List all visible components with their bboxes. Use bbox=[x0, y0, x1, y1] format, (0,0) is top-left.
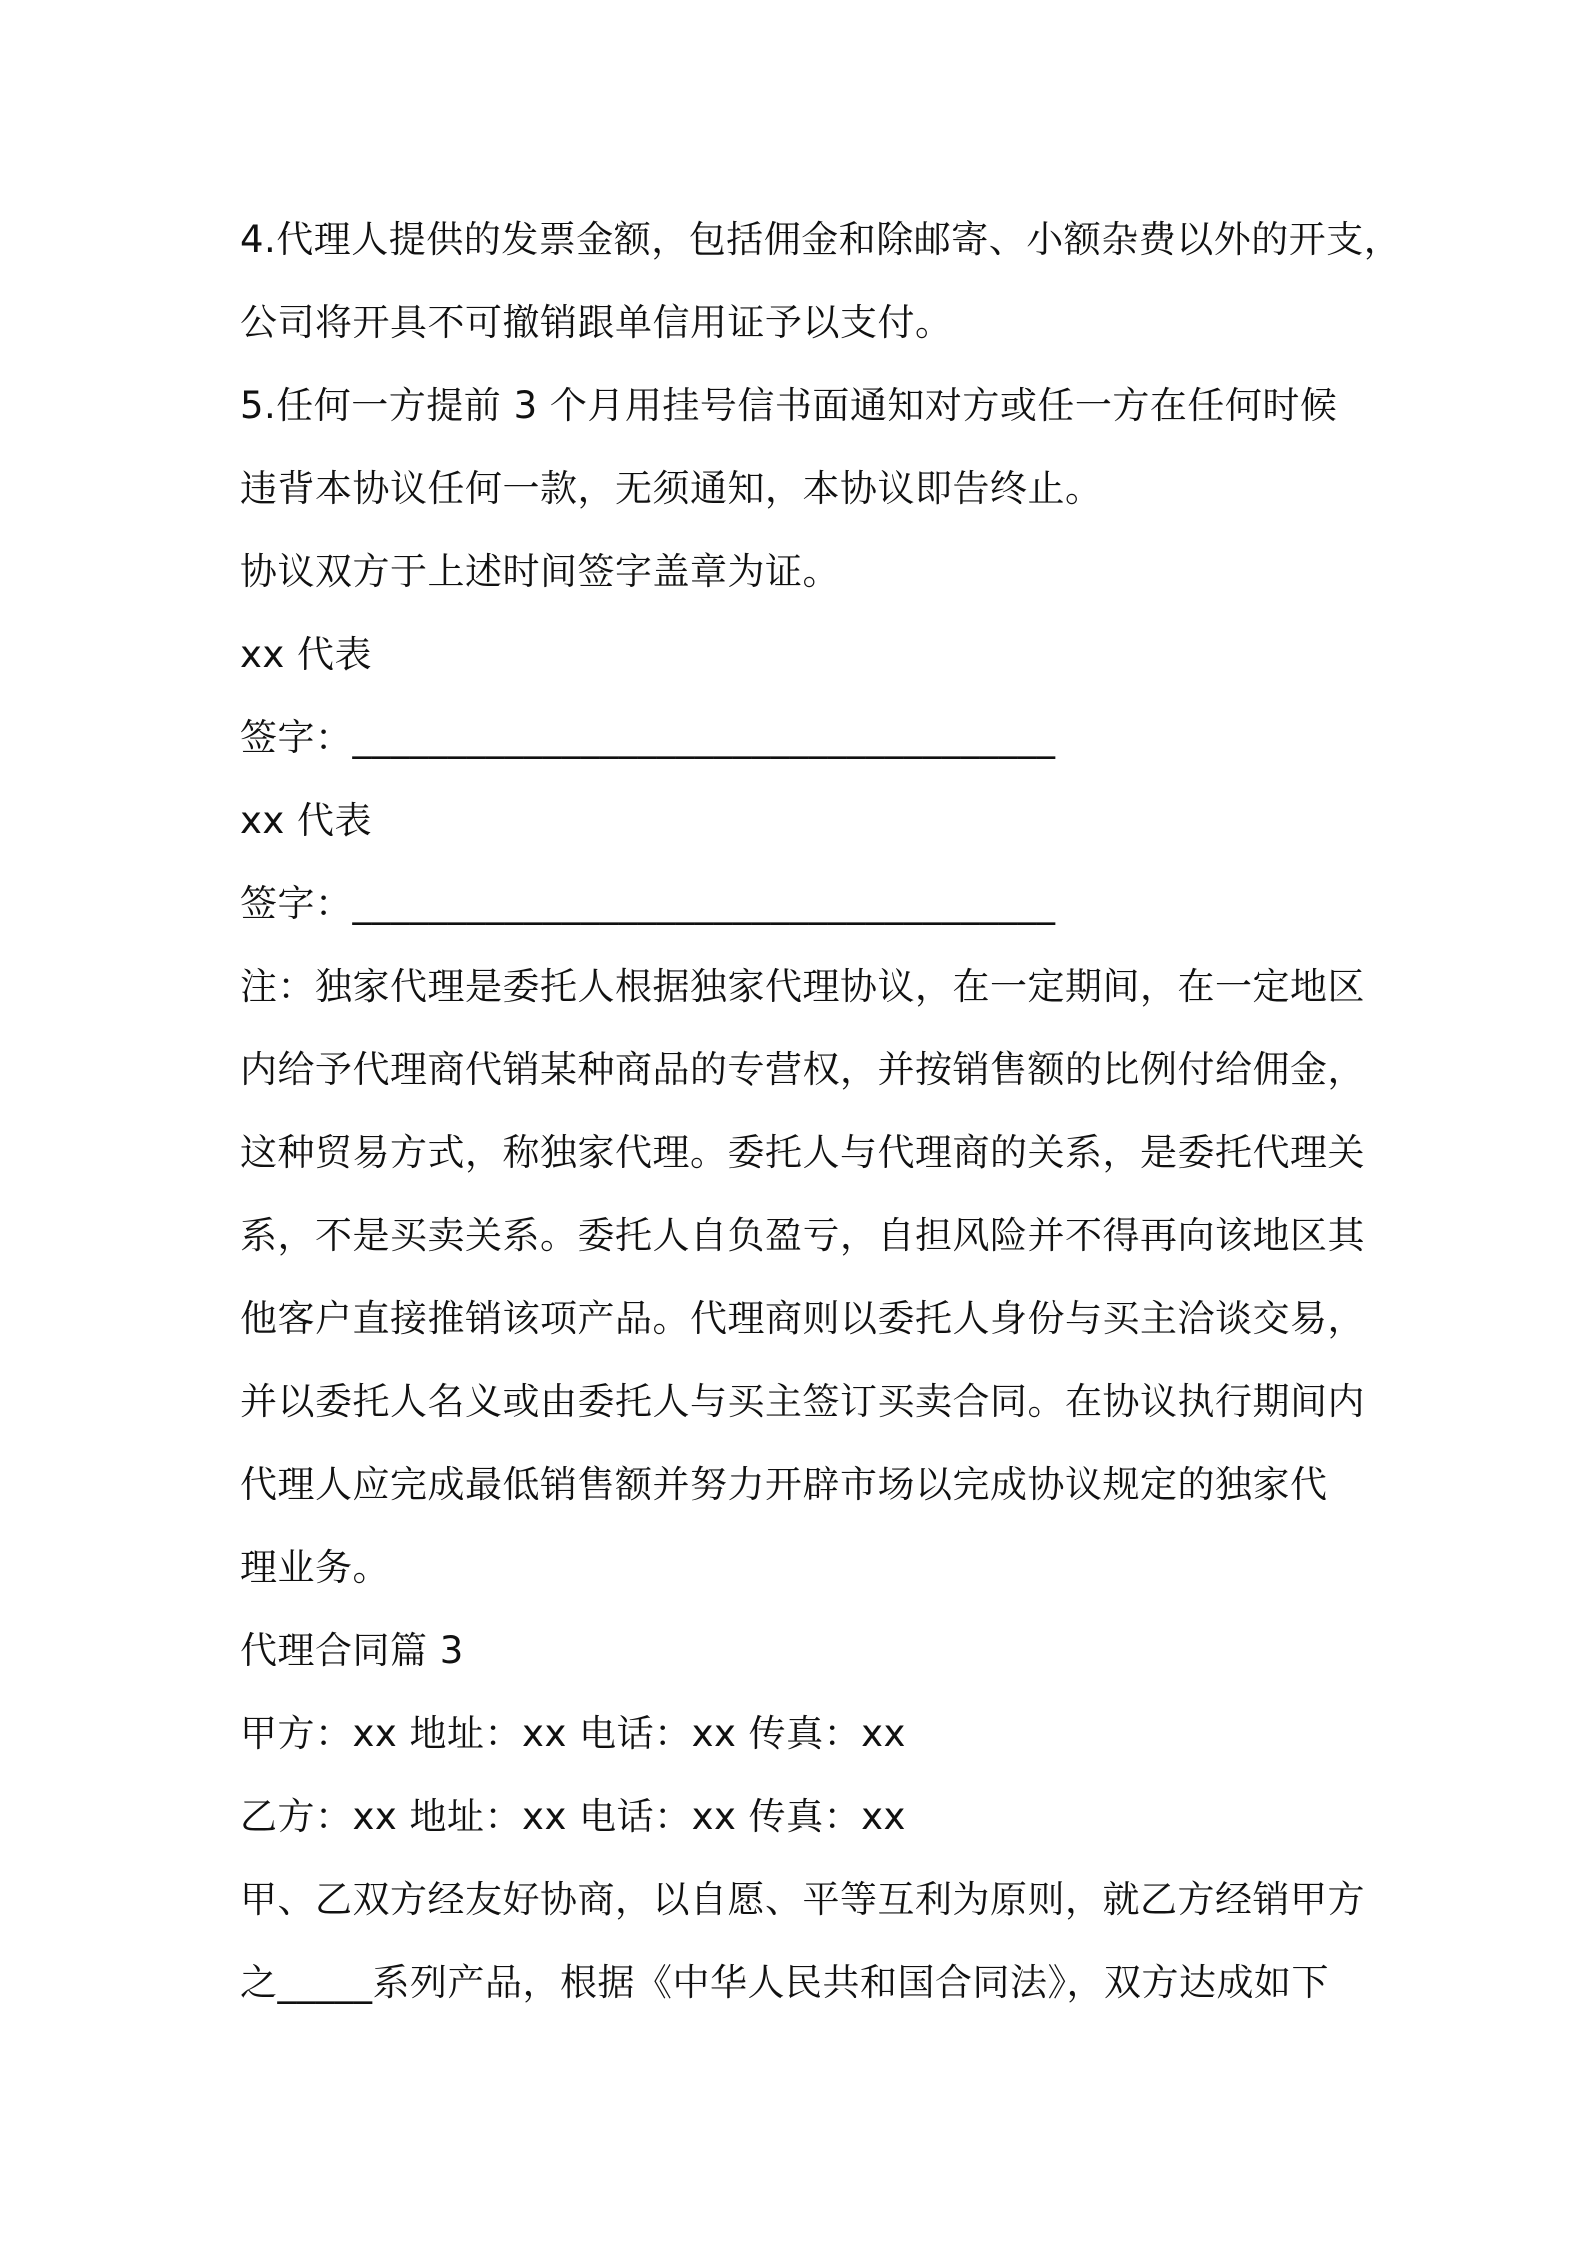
party-a-info: 甲方：xx 地址：xx 电话：xx 传真：xx bbox=[240, 1712, 906, 1755]
note-line-3: 这种贸易方式，称独家代理。委托人与代理商的关系，是委托代理关 bbox=[240, 1131, 1365, 1174]
note-line-2: 内给予代理商代销某种商品的专营权，并按销售额的比例付给佣金， bbox=[240, 1048, 1365, 1091]
note-line-4: 系，不是买卖关系。委托人自负盈亏，自担风险并不得再向该地区其 bbox=[240, 1214, 1365, 1257]
note-line-8: 理业务。 bbox=[240, 1546, 390, 1589]
section-heading: 代理合同篇 3 bbox=[240, 1629, 464, 1672]
note-line-7: 代理人应完成最低销售额并努力开辟市场以完成协议规定的独家代 bbox=[240, 1463, 1328, 1506]
signature-line-2: 签字：_____________________________________ bbox=[240, 882, 1056, 925]
clause-5-line-2: 违背本协议任何一款，无须通知，本协议即告终止。 bbox=[240, 467, 1103, 510]
clause-5-line-1: 5.任何一方提前 3 个月用挂号信书面通知对方或任一方在任何时候 bbox=[240, 384, 1338, 427]
intro-line-2: 之_____系列产品，根据《中华人民共和国合同法》，双方达成如下 bbox=[240, 1961, 1329, 2004]
signature-line-1: 签字：_____________________________________ bbox=[240, 716, 1056, 759]
signing-statement: 协议双方于上述时间签字盖章为证。 bbox=[240, 550, 840, 593]
note-line-1: 注：独家代理是委托人根据独家代理协议，在一定期间，在一定地区 bbox=[240, 965, 1365, 1008]
note-line-6: 并以委托人名义或由委托人与买主签订买卖合同。在协议执行期间内 bbox=[240, 1380, 1365, 1423]
document-page bbox=[240, 198, 1402, 2024]
clause-4-line-2: 公司将开具不可撤销跟单信用证予以支付。 bbox=[240, 301, 953, 344]
clause-4-line-1: 4.代理人提供的发票金额，包括佣金和除邮寄、小额杂费以外的开支， bbox=[240, 218, 1402, 261]
note-line-5: 他客户直接推销该项产品。代理商则以委托人身份与买主洽谈交易， bbox=[240, 1297, 1365, 1340]
intro-line-1: 甲、乙双方经友好协商，以自愿、平等互利为原则，就乙方经销甲方 bbox=[240, 1878, 1365, 1921]
representative-label-2: xx 代表 bbox=[240, 799, 373, 842]
party-b-info: 乙方：xx 地址：xx 电话：xx 传真：xx bbox=[240, 1795, 906, 1838]
representative-label-1: xx 代表 bbox=[240, 633, 373, 676]
